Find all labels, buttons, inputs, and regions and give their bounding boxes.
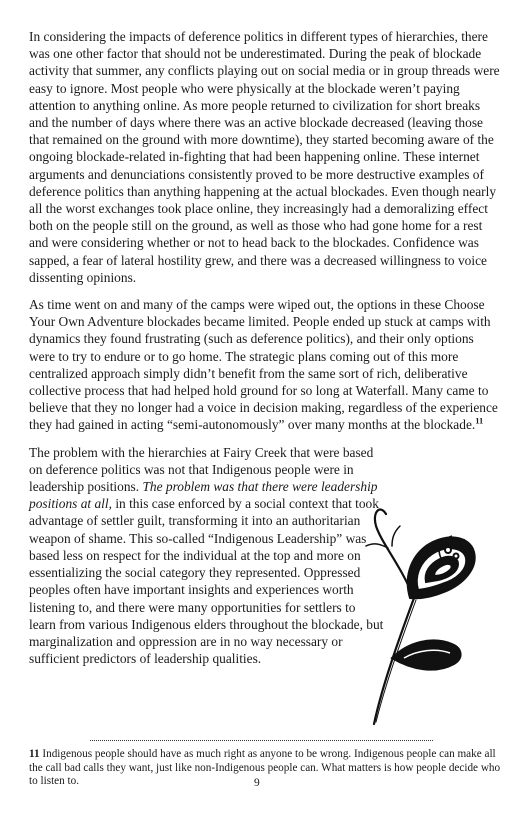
paragraph-3-italic: The problem was that there were leadership positions at all, — [29, 479, 378, 512]
paragraph-1-text: In considering the impacts of deference politics in different types of hierarchies, there was one other factor that should not be underestimated. During the peak of blockade activity that summer, any conflicts playing out on social media or in group threads were easy to ignore. Most people who were physically at the blockade weren’t paying attention to anything online. As more people returned to civilization for short breaks and the number of days where there was an active blockade decreased (leaving those that remained on the ground with more downtime), they started becoming aware of the ongoing blockade-related in-fighting that had been happening online. These internet arguments and denunciations consistently proved to be more destructive examples of deference politics than anything happening at the actual blockades. Even though nearly all the worst exchanges took place online, they increasingly had a demoralizing effect both on the people still on the ground, as well as those who had gone home for a rest and were considering whether or not to head back to the blockades. Confidence was sapped, a fear of lateral hostility grew, and there was a decreased willingness to voice dissenting opinions. — [29, 29, 500, 285]
paragraph-2-text: As time went on and many of the camps were wiped out, the options in these Choose Your Own Adventure blockades became limited. People ended up stuck at camps with dynamics they found frustrating (such as deference politics), and their only options were to try to endure or to go home. The strategic plans coming out of this more centralized approach simply didn’t benefit from the same sort of rich, deliberative collective process that had helped hold ground for so long at Waterfall. Many came to believe that they no longer had a voice in decision making, regardless of the experience they had gained in acting “semi-autonomously” over many months at the blockade. — [29, 297, 498, 433]
paragraph-3-start: The problem with the hierarchies at Fairy Creek that were based on deference politics was not that Indigenous people were in leadership positions. — [29, 444, 374, 495]
footnote-number: 11 — [29, 748, 40, 760]
paragraph-3-end: in this case enforced by a social context that took advantage of settler guilt, transforming it into an authoritarian weapon of shame. This so-called “Indigenous Leadership” was based less on respect for the individual at the top and more on essentializing the social category they represented. Oppressed peoples often have important insights and experiences worth listening to, and there were many opportunities for settlers to learn from various Indigenous elders throughout the blockade, but marginalization and oppression are in no way necessary or sufficient predictors of leadership qualities. — [29, 496, 384, 667]
flower-illustration — [356, 486, 482, 728]
footnote-text: Indigenous people should have as much right as anyone to be wrong. Indigenous people can make all the call bad calls they want, just like non-Indigenous people can. What matters is how people decide who to listen to. — [29, 748, 501, 788]
paragraph-3 — [29, 444, 385, 668]
paragraph-2 — [29, 296, 501, 434]
page-number: 9 — [254, 777, 260, 789]
footnote-marker[interactable]: 11 — [475, 416, 484, 426]
paragraph-1 — [29, 28, 501, 286]
footnote-divider — [90, 740, 433, 741]
footnote — [29, 748, 501, 789]
